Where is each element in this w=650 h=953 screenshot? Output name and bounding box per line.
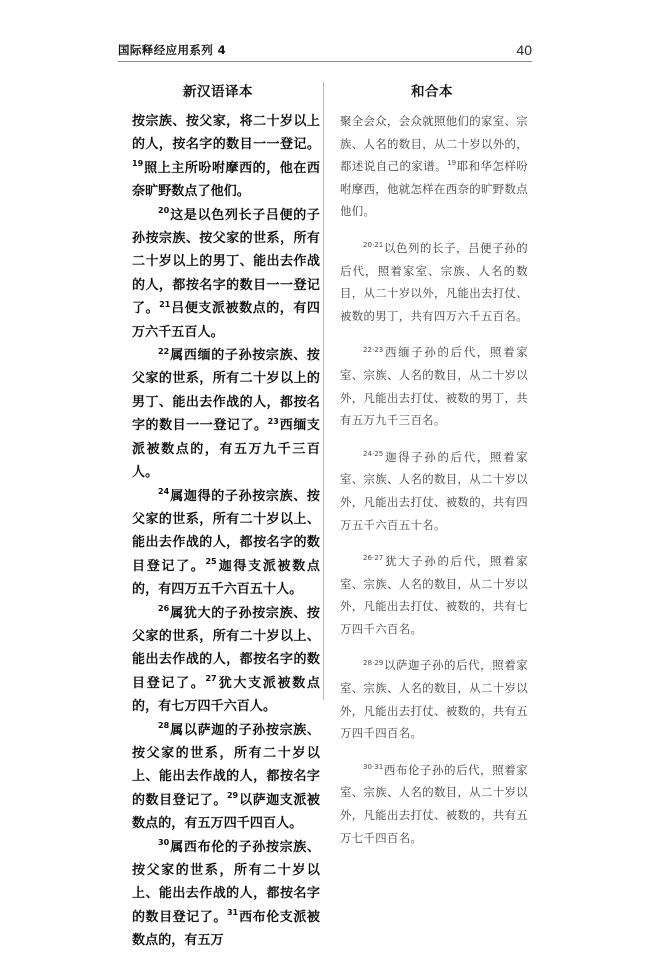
scripture-paragraph [340, 237, 528, 327]
column-heading-left: 新汉语译本 [183, 84, 253, 100]
verse-text: 耶和华怎样吩咐摩西，他就怎样在西奈的旷野数点他们。 [340, 159, 529, 219]
page-number: 40 [516, 42, 532, 58]
verse-number: 30 [158, 838, 170, 848]
verse-number: 22·23 [363, 344, 384, 354]
verse-text: 以萨迦支派被数点的，有五万四千四百人。 [132, 792, 321, 832]
verse-text: 属西布伦的子孙按宗族、按父家的世系，所有二十岁以上、能出去作战的人，都按名字的数目登记了。 [132, 839, 320, 925]
running-head-title: 国际释经应用系列 4 [118, 43, 227, 57]
verse-number: 27 [205, 674, 217, 684]
verse-number: 19 [132, 159, 144, 169]
scripture-paragraph [132, 602, 320, 719]
verse-text: 属犹大的子孙按宗族、按父家的世系，所有二十岁以上、能出去作战的人，都按名字的数目登记了。 [132, 605, 320, 691]
verse-number: 23 [267, 416, 279, 426]
scripture-paragraph [132, 719, 320, 836]
scripture-paragraph [340, 654, 528, 744]
scripture-paragraph [132, 110, 320, 204]
verse-text: 西布伦支派被数点的，有五万 [132, 909, 321, 949]
scripture-paragraph [340, 341, 528, 431]
scripture-column-union-version [340, 110, 528, 849]
verse-number: 21 [159, 299, 171, 309]
scripture-paragraph [132, 204, 320, 344]
scripture-paragraph [132, 836, 320, 953]
verse-text: 犹大子孙的后代，照着家室、宗族、人名的数目，从二十岁以外，凡能出去打仗、被数的，共有七万四千六百名。 [340, 554, 528, 636]
verse-text: 属迦得的子孙按宗族、按父家的世系，所有二十岁以上、能出去作战的人，都按名字的数目登记了。 [132, 488, 320, 574]
scripture-paragraph [340, 446, 528, 536]
verse-text: 以萨迦子孙的后代，照着家室、宗族、人名的数目，从二十岁以外，凡能出去打仗、被数的，共有五万四千四百名。 [340, 658, 528, 741]
verse-number: 24 [158, 487, 170, 497]
verse-text: 以色列的长子，吕便子孙的后代，照着家室、宗族、人名的数目，从二十岁以外，凡能出去打仗、被数的男丁，共有四万六千五百名。 [340, 240, 528, 323]
scripture-paragraph [340, 550, 528, 640]
verse-number: 26·27 [363, 553, 384, 563]
verse-number: 25 [205, 557, 217, 567]
verse-number: 29 [226, 791, 239, 801]
verse-number: 22 [158, 346, 170, 356]
running-head [118, 38, 532, 62]
verse-text: 聚全会众，会众就照他们的家室、宗族、人名的数目，从二十岁以外的，都述说自己的家谱。 [340, 114, 528, 174]
scripture-paragraph [340, 759, 528, 849]
verse-text: 属以萨迦的子孙按宗族、按父家的世系，所有二十岁以上、能出去作战的人，都按名字的数目登记了。 [132, 722, 320, 808]
verse-number: 28 [158, 721, 170, 731]
verse-text: 迦得子孙的后代，照着家室、宗族、人名的数目，从二十岁以外，凡能出去打仗、被数的，共有四万五千六百五十名。 [340, 449, 528, 532]
verse-number: 28·29 [363, 657, 384, 667]
verse-text: 西缅子孙的后代，照着家室、宗族、人名的数目，从二十岁以外，凡能出去打仗、被数的男丁，共有五万九千三百名。 [340, 345, 528, 428]
verse-text: 按宗族、按父家，将二十岁以上的人，按名字的数目一一登记。 [132, 114, 320, 153]
verse-number: 31 [226, 908, 239, 918]
verse-text: 西缅支派被数点的，有五万九千三百人。 [132, 418, 320, 481]
column-heading-right: 和合本 [411, 84, 453, 100]
verse-number: 26 [158, 604, 170, 614]
verse-text: 属西缅的子孙按宗族、按父家的世系，所有二十岁以上的男丁、能出去作战的人，都按名字的数目一一登记了。 [132, 348, 320, 434]
verse-number: 20·21 [363, 240, 384, 250]
verse-text: 迦得支派被数点的，有四万五千六百五十人。 [132, 558, 320, 598]
verse-number: 30·31 [363, 762, 384, 772]
verse-text: 照上主所吩咐摩西的，他在西奈旷野数点了他们。 [132, 160, 320, 200]
scripture-paragraph [132, 485, 320, 602]
verse-number: 19 [447, 158, 457, 168]
column-headings [118, 80, 532, 106]
scripture-paragraph [340, 110, 528, 223]
verse-number: 24·25 [363, 448, 384, 458]
verse-text: 吕便支派被数点的，有四万六千五百人。 [132, 301, 320, 340]
verse-number: 20 [158, 206, 170, 216]
verse-text: 犹大支派被数点的，有七万四千六百人。 [132, 675, 320, 715]
verse-text: 西布伦子孙的后代，照着家室、宗族、人名的数目，从二十岁以外，凡能出去打仗、被数的，共有五万七千四百名。 [340, 762, 528, 845]
verse-text: 这是以色列长子吕便的子孙按宗族、按父家的世系，所有二十岁以上的男丁、能出去作战的人，都按名字的数目一一登记了。 [132, 207, 320, 317]
scripture-paragraph [132, 344, 320, 484]
scripture-column-new-chinese-version [132, 110, 320, 953]
